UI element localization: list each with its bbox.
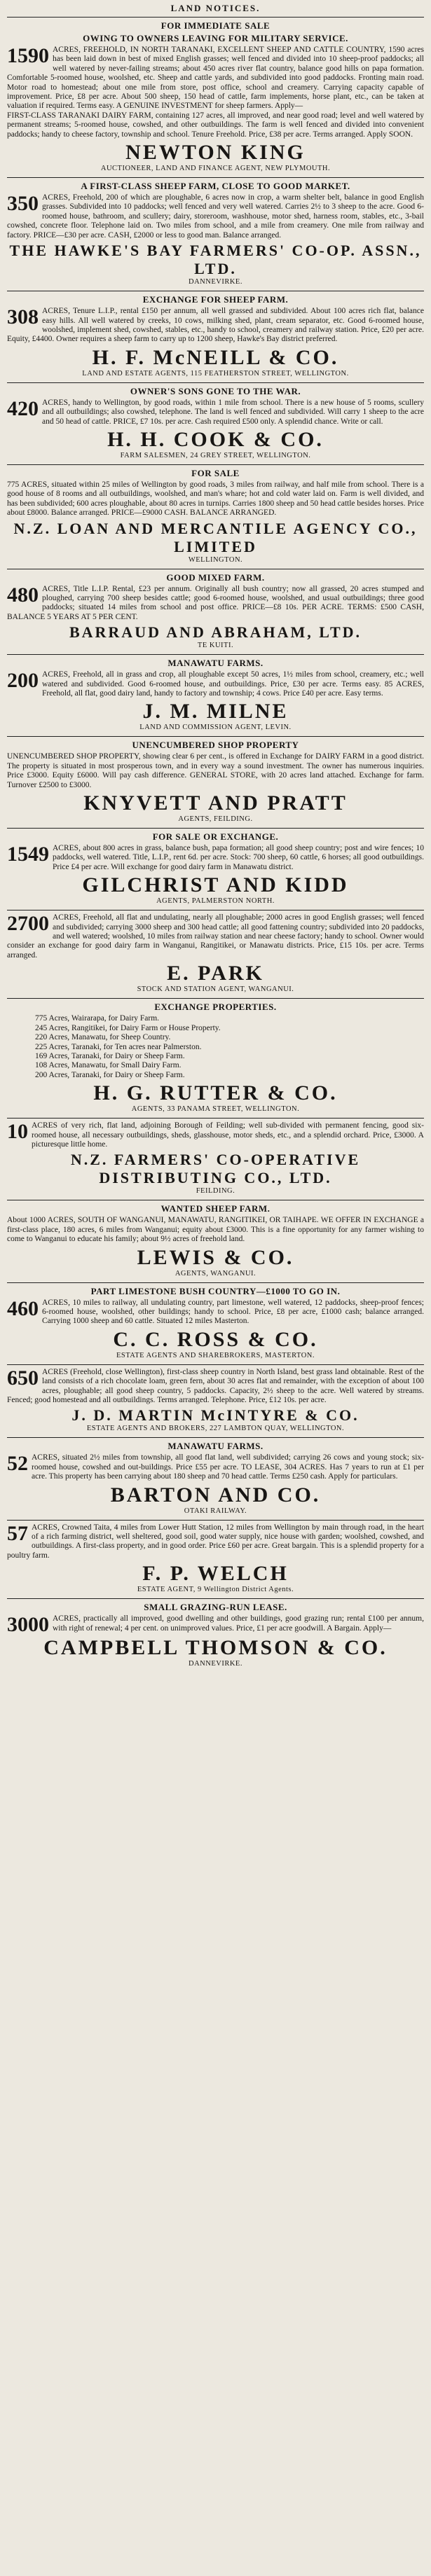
agent-address: WELLINGTON. <box>188 555 243 564</box>
ad-text: About 1000 ACRES, SOUTH OF WANGANUI, MANAWATU, RANGITIKEI, OR TAIHAPE. WE OFFER IN EXCHANGE a first-class place, 180 acres, 6 miles from Wanganui; equity about £3000. This is a fine opportunity for any farmer wishing to come to Wanganui to educate his family; about 9½ acres of freehold land. <box>7 1216 424 1244</box>
agent-name: GILCHRIST AND KIDD <box>82 873 349 897</box>
ad-body <box>7 1613 424 1637</box>
ad-body <box>7 307 424 345</box>
agent-address: LAND AND COMMISSION AGENT, LEVIN. <box>139 723 292 732</box>
ad-body <box>7 1216 424 1244</box>
list-item: 220 Acres, Manawatu, for Sheep Country. <box>35 1033 171 1042</box>
list-item: 169 Acres, Taranaki, for Dairy or Sheep Farm. <box>35 1051 185 1060</box>
divider <box>7 1118 424 1119</box>
classified-ad <box>7 1523 424 1595</box>
list-item: 245 Acres, Rangitikei, for Dairy Farm or House Property. <box>35 1023 221 1032</box>
agent-name: BARRAUD AND ABRAHAM, LTD. <box>69 623 362 642</box>
classified-ad <box>7 20 424 173</box>
divider <box>7 464 424 465</box>
ad-body <box>7 844 424 872</box>
ad-text: ACRES, Crowned Taita, 4 miles from Lower Hutt Station, 12 miles from Wellington by main through road, in the heart of a rich farming district, well sheltered, good soil, good water supply, nice house with garden; woolshed, cowshed, and outbuildings. A first-class property, and in good order. Price £60 per acre. Great bargain. This is a splendid property for a poultry farm. <box>7 1523 424 1560</box>
ad-title: SMALL GRAZING-RUN LEASE. <box>144 1602 287 1613</box>
divider <box>7 828 424 829</box>
agent-address: DANNEVIRKE. <box>189 1660 242 1668</box>
ad-body <box>7 1121 424 1149</box>
divider <box>7 736 424 737</box>
ad-text: ACRES (Freehold, close Wellington), first-class sheep country in North Island, best grass land obtainable. Rest of the land consists of a rich chocolate loam, green fern, about 30 acres flat and remainder, with the exception of about 100 acres, ploughable; all good sheep country, 5 paddocks. Capacity, 2½ sheep to the acre. Well watered by streams. Fenced; good homestead and all outbuildings. Terms arranged. Telephone. Price, £12 10s. per acre. <box>7 1367 424 1404</box>
ad-acreage-number: 308 <box>7 305 39 329</box>
agent-address: ESTATE AGENTS AND SHAREBROKERS, MASTERTON. <box>116 1351 315 1359</box>
agent-name: H. F. McNEILL & CO. <box>92 345 339 369</box>
ads-container <box>7 20 424 1668</box>
ad-subtitle: OWING TO OWNERS LEAVING FOR MILITARY SERVICE. <box>83 33 348 43</box>
ad-acreage-number: 3000 <box>7 1613 49 1637</box>
agent-address: AUCTIONEER, LAND AND FINANCE AGENT, NEW PLYMOUTH. <box>100 165 331 173</box>
ad-title: A FIRST-CLASS SHEEP FARM, CLOSE TO GOOD MARKET. <box>81 181 350 192</box>
ad-text: ACRES, about 800 acres in grass, balance bush, papa formation; all good sheep country; post and wire fences; 10 paddocks, well watered. Title, L.I.P., rent 6d. per acre. Stock: 700 sheep, 60 cattle, 6 horses; all good outbuildings. Price £4 per acre. Will exchange for good dairy farm in Manawatu district. <box>53 844 424 871</box>
ad-body <box>7 1368 424 1406</box>
divider <box>7 654 424 655</box>
ad-body <box>7 193 424 240</box>
ad-acreage-number: 350 <box>7 192 39 216</box>
ad-title: MANAWATU FARMS. <box>167 658 264 669</box>
agent-name: J. D. MARTIN McINTYRE & CO. <box>71 1406 360 1425</box>
classified-ad <box>7 468 424 565</box>
agent-name: KNYVETT AND PRATT <box>83 791 348 815</box>
ad-acreage-number: 420 <box>7 396 39 420</box>
ad-acreage-number: 1590 <box>7 44 49 67</box>
agent-address: AGENTS, 33 PANAMA STREET, WELLINGTON. <box>131 1105 300 1114</box>
classified-ad <box>7 1441 424 1515</box>
divider <box>7 998 424 999</box>
newspaper-column <box>0 3 431 1668</box>
classified-ad <box>7 913 424 994</box>
classified-ad <box>7 1286 424 1360</box>
ad-text: ACRES, situated 2½ miles from township, all good flat land, well subdivided; carrying 26 cows and young stock; six-roomed house, cowshed and out-buildings. Price £55 per acre. TO LEASE, 304 ACRES. Has 7 years to run at £1 per acre. This property has been carrying about 180 sheep and 70 head cattle. Terms £250 cash. Apply for particulars. <box>32 1453 424 1481</box>
classified-ad <box>7 1602 424 1668</box>
agent-address: AGENTS, WANGANUI. <box>175 1269 256 1277</box>
agent-address: ESTATE AGENT, 9 Wellington District Agents. <box>137 1586 294 1594</box>
ad-title: WANTED SHEEP FARM. <box>160 1203 271 1214</box>
classified-ad <box>7 1002 424 1114</box>
ad-title: OWNER'S SONS GONE TO THE WAR. <box>130 385 301 396</box>
classified-ad <box>7 831 424 906</box>
agent-address: ESTATE AGENTS AND BROKERS, 227 LAMBTON QUAY, WELLINGTON. <box>86 1425 345 1433</box>
ad-body <box>7 480 424 518</box>
ad-text: ACRES, Freehold, 200 of which are ploughable, 6 acres now in crop, a warm shelter belt, balance in good English grasses. Subdivided into 10 paddocks; well fenced and very well watered. Carries 2½ to 3 sheep to the acre. Good 6-roomed house, bathroom, and scullery; dairy, storeroom, washhouse, motor shed, harness room, stables, etc., 3-bail cowshed, concrete floor. Telephone laid on. Two miles from school, and a mile from creamery. One mile from railway and factory. PRICE—£30 per acre. CASH, £2000 or less to good man. Balance arranged. <box>7 193 424 240</box>
ad-body <box>7 913 424 960</box>
ad-acreage-number: 650 <box>7 1366 39 1390</box>
ad-body <box>7 670 424 698</box>
agent-name: BARTON AND CO. <box>110 1483 321 1507</box>
agent-name: F. P. WELCH <box>142 1562 289 1586</box>
ad-text: ACRES, Title L.I.P. Rental, £23 per annum. Originally all bush country; now all grassed, 20 acres stumped and ploughed, carrying 700 sheep besides cattle; good 6-roomed house, woolshed, and usual outbuildings; three good paddocks; situated 14 miles from school and post office. PRICE—£8 10s. PER ACRE. TERMS: £500 CASH, BALANCE 5 YEARS AT 5 PER CENT. <box>7 584 424 621</box>
list-item: 200 Acres, Taranaki, for Dairy or Sheep Farm. <box>35 1070 185 1079</box>
ad-text: ACRES of very rich, flat land, adjoining Borough of Feilding; well sub-divided with permanent fencing, good six-roomed house, all necessary outbuildings, sheds, glasshouse, motor sheds, etc., and a splendid orchard. Price, £3000. A picturesque little home. <box>32 1121 424 1149</box>
ad-body <box>7 1296 424 1327</box>
agent-name: CAMPBELL THOMSON & CO. <box>43 1636 388 1660</box>
agent-name: NEWTON KING <box>125 141 306 165</box>
classified-ad <box>7 1368 424 1434</box>
ad-title: MANAWATU FARMS. <box>167 1441 264 1452</box>
classified-ad <box>7 386 424 460</box>
agent-name: E. PARK <box>167 962 264 985</box>
ad-text: ACRES, practically all improved, good dwelling and other buildings, good grazing run; rental £100 per annum, with right of renewal; 4 per cent. on unimproved values. Price, £1 per acre goodwill. A Bargain. Apply— <box>53 1614 424 1633</box>
ad-body <box>7 752 424 790</box>
agent-address: FARM SALESMEN, 24 GREY STREET, WELLINGTON. <box>120 451 311 459</box>
list-item: 775 Acres, Wairarapa, for Dairy Farm. <box>35 1014 160 1023</box>
ad-text: ACRES, Tenure L.I.P., rental £150 per annum, all well grassed and subdivided. About 100 acres rich flat, balance easy hills. All well watered by creeks, 10 cows, milking shed, plant, cream separator, etc. Good 6-roomed house, woolshed, implement shed, cowshed, stables, etc., handy to school, creamery and railway station. Price, £20 per acre. Equity, £4400. Owner requires a sheep farm to carry up to 1200 sheep, Hawke's Bay district preferred. <box>7 307 424 344</box>
classified-ad <box>7 294 424 378</box>
divider <box>7 1598 424 1599</box>
agent-address: LAND AND ESTATE AGENTS, 115 FEATHERSTON STREET, WELLINGTON. <box>82 369 349 378</box>
ad-body <box>7 396 424 427</box>
ad-acreage-number: 200 <box>7 669 39 693</box>
ad-acreage-number: 10 <box>7 1120 28 1144</box>
ad-extra-text: FIRST-CLASS TARANAKI DAIRY FARM, containing 127 acres, all improved, and near good road; level and well watered by permanent streams; 5-roomed house, cowshed, and other outbuildings. The farm is well fenced and divided into convenient paddocks; handy to cheese factory, township and school. Tenure Freehold. Price, £38 per acre. Terms arranged. Apply SOON. <box>7 111 424 139</box>
ad-title: EXCHANGE FOR SHEEP FARM. <box>142 294 289 305</box>
divider <box>7 177 424 178</box>
ad-acreage-number: 480 <box>7 583 39 607</box>
classified-ad <box>7 181 424 286</box>
divider <box>7 1282 424 1283</box>
ad-title: FOR IMMEDIATE SALE <box>160 20 271 31</box>
agent-name: N.Z. FARMERS' CO-OPERATIVE DISTRIBUTING CO., LTD. <box>70 1151 361 1187</box>
ad-text: ACRES, FREEHOLD, IN NORTH TARANAKI, EXCELLENT SHEEP AND CATTLE COUNTRY, 1590 acres has been laid down in best of mixed English grasses; well fenced and divided into 10 sheep-proof paddocks; all well watered by never-failing streams; about 450 acres river flat country, balance good hills on papa formation. Comfortable 5-roomed house, woolshed, etc. Sheep and cattle yards, and subdivided into good paddocks. Fronting main road. Motor road to homestead; about one mile from store, post office, school and creamery. Carrying capacity capable of improvement. Price, £8 per acre. About 500 sheep, 150 head of cattle, farm implements, horse plant, etc., can be taken at valuation if required. Terms easy. A GENUINE INVESTMENT for sheep farmers. Apply— <box>7 46 424 111</box>
section-header: LAND NOTICES. <box>170 3 261 13</box>
ad-body <box>7 1523 424 1561</box>
exchange-list <box>7 1014 424 1080</box>
agent-name: N.Z. LOAN AND MERCANTILE AGENCY CO., LIMITED <box>13 519 418 555</box>
agent-name: C. C. ROSS & CO. <box>113 1327 318 1351</box>
agent-name: H. H. COOK & CO. <box>107 427 324 451</box>
divider <box>7 382 424 383</box>
ad-text: 775 ACRES, situated within 25 miles of Wellington by good roads, 3 miles from railway, and half mile from school. There is a good house of 8 rooms and all outbuildings, woolshed, and man's whare; hot and cold water laid on. Farm is well divided, and has been subdivided; 600 acres ploughable, about 80 acres in turnips. Carries 1800 sheep and 50 head cattle besides horses. Price about £8000. Balance arranged. PRICE—£9000 CASH. BALANCE ARRANGED. <box>7 480 424 518</box>
agent-address: AGENTS, PALMERSTON NORTH. <box>156 897 275 906</box>
classified-ad <box>7 740 424 824</box>
agent-name: THE HAWKE'S BAY FARMERS' CO-OP. ASSN., LTD. <box>9 242 422 278</box>
ad-text: ACRES, Freehold, all in grass and crop, all ploughable except 50 acres, 1½ miles from school, creamery, etc.; well watered and subdivided. Good 6-roomed house, and outbuildings. Price, £30 per acre. Terms easy. 85 ACRES, Freehold, all flat, good dairy land, handy to factory and township; 4 cows. Price £40 per acre. Easy terms. <box>42 670 424 698</box>
ad-acreage-number: 1549 <box>7 843 49 866</box>
divider <box>7 17 424 18</box>
divider <box>7 1437 424 1438</box>
divider <box>7 1364 424 1365</box>
agent-address: AGENTS, FEILDING. <box>178 815 253 824</box>
classified-ad <box>7 1121 424 1196</box>
classified-ad <box>7 658 424 732</box>
agent-address: STOCK AND STATION AGENT, WANGANUI. <box>137 985 294 994</box>
ad-acreage-number: 460 <box>7 1296 39 1320</box>
ad-acreage-number: 2700 <box>7 912 49 936</box>
agent-address: OTAKI RAILWAY. <box>184 1507 247 1515</box>
ad-title: GOOD MIXED FARM. <box>166 572 265 583</box>
ad-text: UNENCUMBERED SHOP PROPERTY, showing clear 6 per cent., is offered in Exchange for DAIRY FARM in a good district. The property is situated in most prosperous town, and in every way a sound investment. The owner has numerous inquiries. Price £3000. Equity £6000. Will pay cash difference. GENERAL STORE, with 20 acres land attached. Exchange for farm. Turnover £2500 to £3000. <box>7 752 424 789</box>
agent-address: FEILDING. <box>196 1187 235 1196</box>
list-item: 108 Acres, Manawatu, for Small Dairy Farm. <box>35 1061 182 1070</box>
divider <box>7 1520 424 1521</box>
ad-acreage-number: 57 <box>7 1521 28 1545</box>
agent-address: DANNEVIRKE. <box>189 278 242 286</box>
ad-acreage-number: 52 <box>7 1452 28 1476</box>
agent-name: J. M. MILNE <box>142 700 289 723</box>
ad-title: EXCHANGE PROPERTIES. <box>154 1002 277 1013</box>
classified-ad <box>7 1203 424 1277</box>
agent-name: LEWIS & CO. <box>137 1245 294 1269</box>
ad-body <box>7 585 424 623</box>
ad-text: ACRES, handy to Wellington, by good roads, within 1 mile from school. There is a new house of 5 rooms, scullery and all outbuildings; also cowshed, telephone. The land is well fenced and subdivided. Will carry 1 sheep to the acre and 50 head of cattle. PRICE, £7 10s. per acre. Cash required £500 only. A splendid chance. Write or call. <box>42 398 424 426</box>
agent-name: H. G. RUTTER & CO. <box>93 1081 338 1105</box>
ad-body <box>7 46 424 111</box>
ad-body <box>7 1453 424 1481</box>
classified-ad <box>7 572 424 651</box>
ad-title: FOR SALE OR EXCHANGE. <box>152 831 279 843</box>
ad-text: ACRES, Freehold, all flat and undulating, nearly all ploughable; 2000 acres in good English grasses; well fenced and subdivided; carrying 3000 sheep and 300 head cattle; all good fattening country; subdivided into 20 paddocks, and well watered; woolshed, 10 miles from railway station and near cheese factory; handy to school. Owner would consider an exchange for good dairy farm in Wanganui, Rangitikei, or Manawatu districts. Price, £15 10s. per acre. Terms arranged. <box>7 913 424 960</box>
list-item: 225 Acres, Taranaki, for Ten acres near Palmerston. <box>35 1042 202 1051</box>
ad-title: FOR SALE <box>191 467 240 478</box>
ad-title: PART LIMESTONE BUSH COUNTRY—£1000 TO GO IN. <box>90 1285 341 1296</box>
agent-address: TE KUITI. <box>197 642 234 650</box>
ad-text: ACRES, 10 miles to railway, all undulating country, part limestone, well watered, 12 paddocks, sheep-proof fences; 6-roomed house, woolshed, other buildings; handy to school. Price, £8 per acre, £1000 cash; balance arranged. Carrying 1000 sheep and 60 cattle. Situated 12 miles Masterton. <box>42 1298 424 1326</box>
ad-title: UNENCUMBERED SHOP PROPERTY <box>132 740 299 751</box>
